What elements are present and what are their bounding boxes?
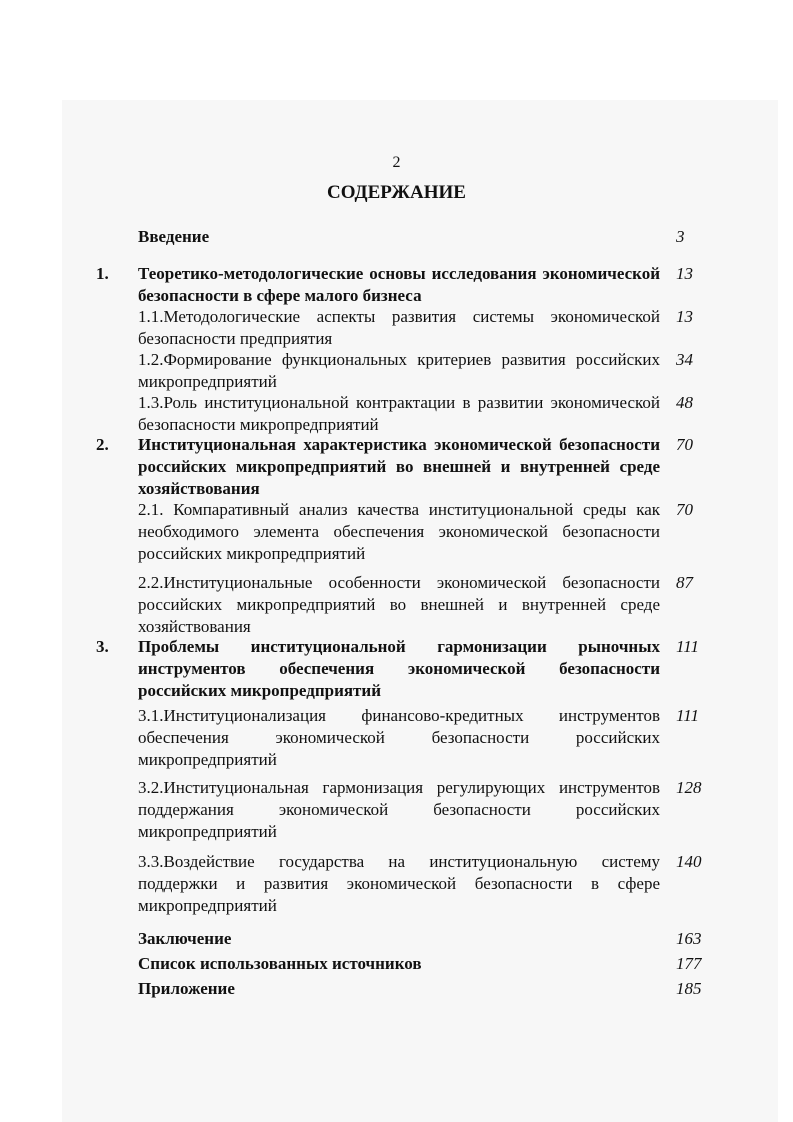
toc-entry-page: 13 <box>676 264 693 283</box>
toc-entry-text: 2.1. Компаративный анализ качества институциональной среды как необходимого элемента обеспечения экономической безопасности российских микропредприятий <box>138 500 660 563</box>
toc-entry-page: 177 <box>676 954 702 973</box>
chapter-number: 2. <box>96 435 109 454</box>
toc-entry-text: 2.2.Институциональные особенности экономической безопасности российских микропредприятий во внешней и внутренней среде хозяйствования <box>138 573 660 636</box>
toc-entry-text: 3.2.Институциональная гармонизация регулирующих инструментов поддержания экономической безопасности российских микропредприятий <box>138 778 660 841</box>
toc-entry-page: 140 <box>676 852 702 871</box>
toc-entry-page: 34 <box>676 350 693 369</box>
toc-entry-page: 128 <box>676 778 702 797</box>
toc-entry-text: Приложение <box>138 979 235 998</box>
page-number: 2 <box>392 154 401 171</box>
toc-entry-page: 13 <box>676 307 693 326</box>
toc-entry-page: 185 <box>676 979 702 998</box>
toc-entry-text: Введение <box>138 227 210 246</box>
toc-entry-page: 70 <box>676 500 693 519</box>
toc-entry-text: 1.1.Методологические аспекты развития системы экономической безопасности предприятия <box>138 307 660 348</box>
chapter-number: 1. <box>96 264 109 283</box>
toc-entry-text: 3.1.Институционализация финансово-кредитных инструментов обеспечения экономической безопасности российских микропредприятий <box>138 706 660 769</box>
toc-entry-text: 1.2.Формирование функциональных критериев развития российских микропредприятий <box>138 350 660 391</box>
toc-entry-page: 3 <box>676 227 685 246</box>
toc-entry-text: Заключение <box>138 929 232 948</box>
toc-entry-text: Теоретико-методологические основы исследования экономической безопасности в сфере малого бизнеса <box>138 264 660 305</box>
toc-entry-text: Институциональная характеристика экономической безопасности российских микропредприятий во внешней и внутренней среде хозяйствования <box>138 435 660 498</box>
toc-entry-page: 111 <box>676 706 699 725</box>
toc-entry-page: 163 <box>676 929 702 948</box>
toc-entry-text: Проблемы институциональной гармонизации рыночных инструментов обеспечения экономической безопасности российских микропредприятий <box>138 637 660 700</box>
page-title: СОДЕРЖАНИЕ <box>327 182 466 203</box>
toc-entry-page: 48 <box>676 393 693 412</box>
toc-entry-text: 3.3.Воздействие государства на институциональную систему поддержки и развития экономической безопасности в сфере микропредприятий <box>138 852 660 915</box>
chapter-number: 3. <box>96 637 109 656</box>
toc-entry-page: 111 <box>676 637 699 656</box>
toc-entry-page: 87 <box>676 573 693 592</box>
toc-entry-text: 1.3.Роль институциональной контрактации в развитии экономической безопасности микропредприятий <box>138 393 660 434</box>
toc-entry-page: 70 <box>676 435 693 454</box>
toc-entry-text: Список использованных источников <box>138 954 422 973</box>
